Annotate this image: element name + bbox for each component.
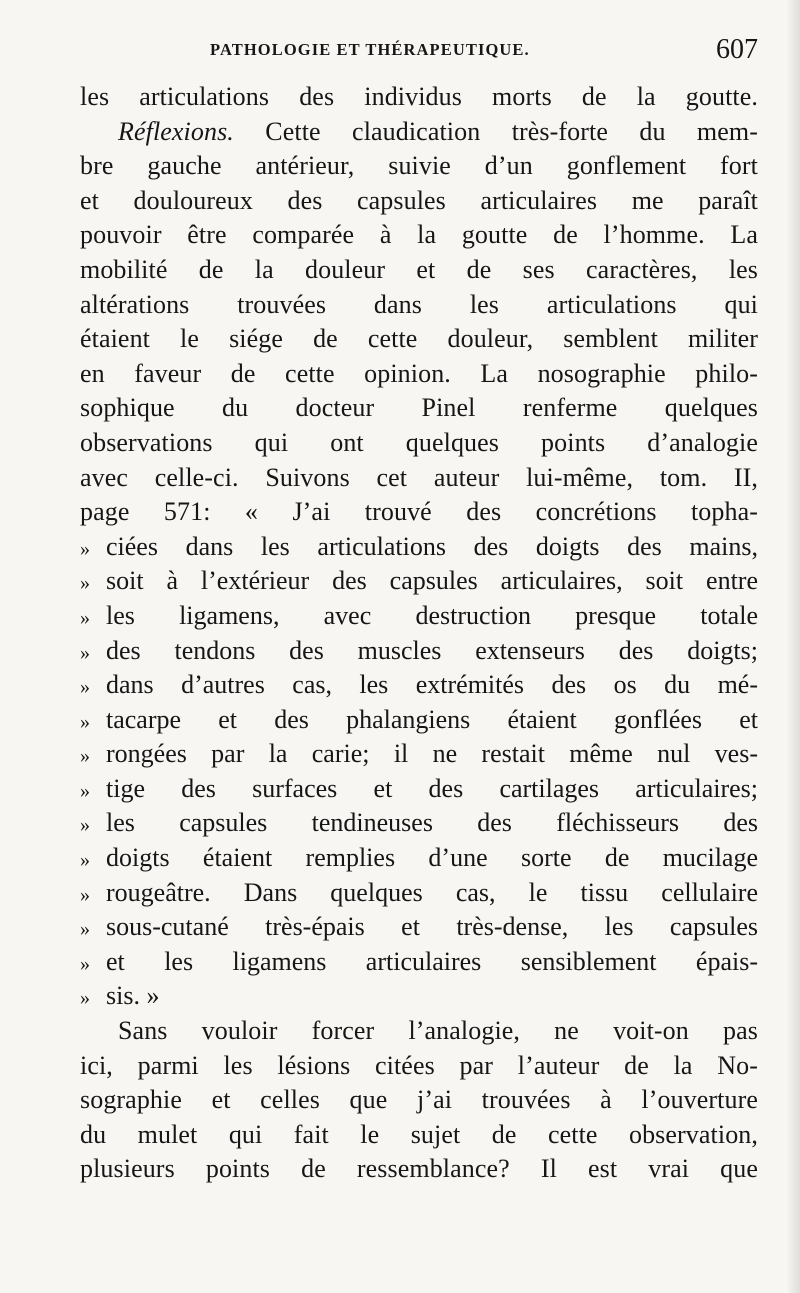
reflexions-label: Réflexions. xyxy=(118,116,234,146)
running-head xyxy=(210,34,758,80)
quote-line xyxy=(80,772,758,807)
quote-text: soit à l’extérieur des capsules articulaires, soit entre xyxy=(106,566,758,596)
text-line: page 571: « J’ai trouvé des concrétions topha- xyxy=(80,497,758,527)
quote-mark: » xyxy=(80,572,90,595)
quote-text: les capsules tendineuses des fléchisseurs des xyxy=(106,808,758,838)
quote-line xyxy=(80,530,758,565)
quote-mark: » xyxy=(80,606,90,629)
quote-mark: » xyxy=(80,918,90,941)
quote-line xyxy=(80,564,758,599)
text-line: étaient le siége de cette douleur, semblent militer xyxy=(80,324,758,354)
quote-mark: » xyxy=(80,814,90,837)
quote-mark: » xyxy=(80,779,90,802)
quote-mark: » xyxy=(80,676,90,699)
text-line: avec celle-ci. Suivons cet auteur lui-même, tom. II, xyxy=(80,462,758,492)
quote-mark: » xyxy=(80,952,90,975)
quote-mark: » xyxy=(80,987,90,1010)
text-line: Sans vouloir forcer l’analogie, ne voit-on pas xyxy=(118,1016,758,1046)
text-line: les articulations des individus morts de la goutte. xyxy=(80,82,758,111)
text-line: mobilité de la douleur et de ses caractères, les xyxy=(80,254,758,284)
quote-text: doigts étaient remplies d’une sorte de mucilage xyxy=(106,843,758,873)
text-line: sographie et celles que j’ai trouvées à l’ouverture xyxy=(80,1085,758,1115)
quote-text: sous-cutané très-épais et très-dense, les capsules xyxy=(106,912,758,942)
quote-text: dans d’autres cas, les extrémités des os du mé- xyxy=(106,670,758,700)
quote-text: et les ligamens articulaires sensiblement épais- xyxy=(106,946,758,976)
quote-mark: » xyxy=(80,849,90,872)
text-line xyxy=(80,115,758,150)
quote-mark: » xyxy=(80,537,90,560)
quote-text: rongées par la carie; il ne restait même nul ves- xyxy=(106,739,758,769)
quote-line xyxy=(80,703,758,738)
page-number: 607 xyxy=(716,34,758,65)
quote-text: des tendons des muscles extenseurs des doigts; xyxy=(106,635,758,665)
text-line: observations qui ont quelques points d’analogie xyxy=(80,427,758,457)
text-line: du mulet qui fait le sujet de cette observation, xyxy=(80,1119,758,1149)
quote-mark: » xyxy=(80,745,90,768)
quote-text: sis. » xyxy=(106,981,160,1011)
text-line: et douloureux des capsules articulaires me paraît xyxy=(80,185,758,215)
running-title: PATHOLOGIE ET THÉRAPEUTIQUE. xyxy=(210,40,530,59)
text-line: sophique du docteur Pinel renferme quelques xyxy=(80,393,758,423)
quote-line xyxy=(80,841,758,876)
quote-line xyxy=(80,668,758,703)
text-line: bre gauche antérieur, suivie d’un gonflement fort xyxy=(80,151,758,181)
quote-line xyxy=(80,737,758,772)
quote-mark: » xyxy=(80,883,90,906)
quote-line xyxy=(80,876,758,911)
quote-line xyxy=(80,806,758,841)
quote-line xyxy=(80,910,758,945)
text-line: altérations trouvées dans les articulations qui xyxy=(80,289,758,319)
quote-line xyxy=(80,599,758,634)
quote-mark: » xyxy=(80,641,90,664)
text-line: en faveur de cette opinion. La nosographie philo- xyxy=(80,358,758,388)
quote-text: rougeâtre. Dans quelques cas, le tissu cellulaire xyxy=(106,877,758,907)
quote-line xyxy=(80,634,758,669)
text-line: pouvoir être comparée à la goutte de l’homme. La xyxy=(80,220,758,250)
quote-text: les ligamens, avec destruction presque totale xyxy=(106,600,758,630)
quote-text: tacarpe et des phalangiens étaient gonflées et xyxy=(106,704,758,734)
quote-text: ciées dans les articulations des doigts des mains, xyxy=(106,531,758,561)
quote-line xyxy=(80,979,758,1014)
text-line: plusieurs points de ressemblance? Il est vrai que xyxy=(80,1154,758,1184)
text-line-rest: Cette claudication très-forte du mem- xyxy=(265,116,758,146)
text-line: ici, parmi les lésions citées par l’auteur de la No- xyxy=(80,1050,758,1080)
quote-line xyxy=(80,945,758,980)
body-text xyxy=(80,80,758,1187)
quote-text: tige des surfaces et des cartilages articulaires; xyxy=(106,773,758,803)
quote-mark: » xyxy=(80,710,90,733)
